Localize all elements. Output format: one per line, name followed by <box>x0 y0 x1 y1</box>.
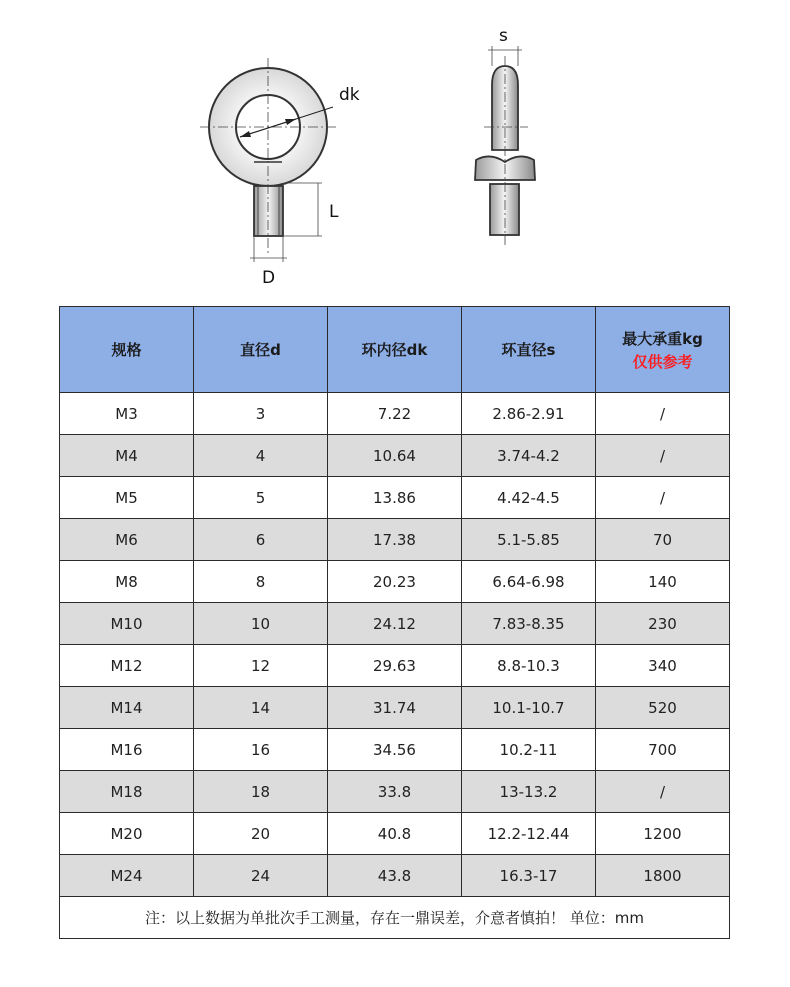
cell: 70 <box>596 519 730 561</box>
cell: 3.74-4.2 <box>462 435 596 477</box>
side-view <box>475 26 535 245</box>
cell: M5 <box>60 477 194 519</box>
table-row <box>60 519 730 561</box>
reference-only-note: 仅供参考 <box>632 352 693 371</box>
cell: 10.2-11 <box>462 729 596 771</box>
cell: 24.12 <box>328 603 462 645</box>
eye-bolt-diagram <box>0 0 790 300</box>
cell: 6.64-6.98 <box>462 561 596 603</box>
L-label: L <box>329 202 339 222</box>
header-ring-diameter-s: 环直径s <box>462 307 596 393</box>
table-row <box>60 729 730 771</box>
cell: 3 <box>194 393 328 435</box>
cell: 10 <box>194 603 328 645</box>
cell: M14 <box>60 687 194 729</box>
table-row <box>60 813 730 855</box>
cell: M8 <box>60 561 194 603</box>
header-spec: 规格 <box>60 307 194 393</box>
cell: 5.1-5.85 <box>462 519 596 561</box>
cell: 2.86-2.91 <box>462 393 596 435</box>
cell: 16 <box>194 729 328 771</box>
dk-label: dk <box>339 85 360 105</box>
cell: 4.42-4.5 <box>462 477 596 519</box>
cell: 140 <box>596 561 730 603</box>
header-inner-diameter-dk: 环内径dk <box>328 307 462 393</box>
cell: 7.83-8.35 <box>462 603 596 645</box>
cell: 6 <box>194 519 328 561</box>
cell: 43.8 <box>328 855 462 897</box>
header-row <box>60 307 730 393</box>
cell: 34.56 <box>328 729 462 771</box>
front-view <box>200 58 360 288</box>
cell: 31.74 <box>328 687 462 729</box>
cell: 33.8 <box>328 771 462 813</box>
cell: 29.63 <box>328 645 462 687</box>
cell: 12 <box>194 645 328 687</box>
cell: / <box>596 771 730 813</box>
max-load-label: 最大承重kg <box>622 329 703 348</box>
cell: M18 <box>60 771 194 813</box>
cell: 230 <box>596 603 730 645</box>
cell: 20 <box>194 813 328 855</box>
cell: 40.8 <box>328 813 462 855</box>
cell: M3 <box>60 393 194 435</box>
cell: 5 <box>194 477 328 519</box>
measurement-note: 注：以上数据为单批次手工测量，存在一鼎误差，介意者慎拍！ 单位：mm <box>60 897 730 939</box>
cell: M20 <box>60 813 194 855</box>
header-max-load <box>596 307 730 393</box>
cell: 4 <box>194 435 328 477</box>
cell: / <box>596 393 730 435</box>
s-label: s <box>499 26 508 46</box>
table-row <box>60 855 730 897</box>
cell: M6 <box>60 519 194 561</box>
cell: 12.2-12.44 <box>462 813 596 855</box>
cell: 13-13.2 <box>462 771 596 813</box>
header-diameter-d: 直径d <box>194 307 328 393</box>
cell: / <box>596 477 730 519</box>
table-row <box>60 603 730 645</box>
footer-row <box>60 897 730 939</box>
spec-table <box>59 306 730 939</box>
table-row <box>60 687 730 729</box>
table-row <box>60 771 730 813</box>
cell: 10.64 <box>328 435 462 477</box>
cell: / <box>596 435 730 477</box>
cell: 14 <box>194 687 328 729</box>
table-row <box>60 561 730 603</box>
cell: 10.1-10.7 <box>462 687 596 729</box>
table-row <box>60 435 730 477</box>
cell: M16 <box>60 729 194 771</box>
cell: M24 <box>60 855 194 897</box>
cell: 8.8-10.3 <box>462 645 596 687</box>
cell: M4 <box>60 435 194 477</box>
table-row <box>60 477 730 519</box>
cell: 700 <box>596 729 730 771</box>
cell: 17.38 <box>328 519 462 561</box>
cell: 16.3-17 <box>462 855 596 897</box>
cell: 18 <box>194 771 328 813</box>
cell: M10 <box>60 603 194 645</box>
table-row <box>60 645 730 687</box>
cell: 1800 <box>596 855 730 897</box>
cell: 520 <box>596 687 730 729</box>
cell: 1200 <box>596 813 730 855</box>
table-row <box>60 393 730 435</box>
D-label: D <box>262 268 276 288</box>
cell: 7.22 <box>328 393 462 435</box>
cell: 8 <box>194 561 328 603</box>
cell: 13.86 <box>328 477 462 519</box>
cell: M12 <box>60 645 194 687</box>
cell: 340 <box>596 645 730 687</box>
cell: 24 <box>194 855 328 897</box>
cell: 20.23 <box>328 561 462 603</box>
